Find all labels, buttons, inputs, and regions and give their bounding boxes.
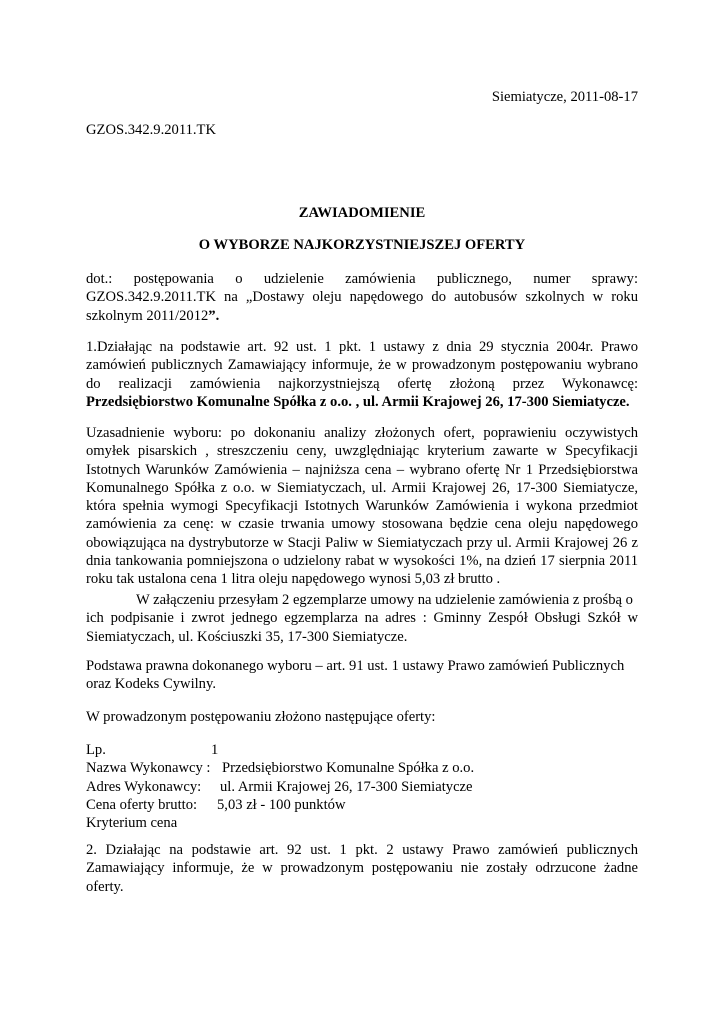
attachment-line: Siemiatyczach, ul. Kościuszki 35, 17-300 Siemiatycze. (86, 628, 408, 645)
reference-number: GZOS.342.9.2011.TK (86, 122, 216, 138)
justification-line: która spełnia wymogi Specyfikacji Istotnych Warunków Zamówienia i wykona przedmiot (86, 498, 638, 515)
section-1-line: 1.Działając na podstawie art. 92 ust. 1 pkt. 1 ustawy z dnia 29 stycznia 2004r. Prawo (86, 339, 638, 355)
lp-value: 1 (211, 742, 219, 758)
document-subtitle: O WYBORZE NAJKORZYSTNIEJSZEJ OFERTY (198, 237, 526, 253)
intro-line (86, 307, 638, 325)
justification-line: zamówienia za cenę: w czasie trwania umowy stosowana będzie cena oleju napędowego (86, 516, 638, 533)
contractor-value: Przedsiębiorstwo Komunalne Spółka z o.o. (222, 760, 475, 777)
document-title: ZAWIADOMIENIE (298, 205, 426, 221)
intro-paragraph (86, 270, 638, 325)
lp-label: Lp. (86, 742, 106, 758)
offer-address-row (86, 778, 638, 796)
offer-price-row (86, 796, 638, 814)
section-1-line: zamówień publicznych Zamawiający informuje, że w prowadzonym postępowaniu wybrano (86, 357, 638, 374)
legal-basis-line: oraz Kodeks Cywilny. (86, 676, 216, 693)
offer-lp-row (86, 741, 638, 759)
contractor-label: Nazwa Wykonawcy : (86, 760, 211, 777)
place-date: Siemiatycze, 2011-08-17 (491, 89, 638, 105)
intro-line: GZOS.342.9.2011.TK na „Dostawy oleju napędowego do autobusów szkolnych w roku (86, 289, 638, 306)
selected-contractor: Przedsiębiorstwo Komunalne Spółka z o.o. , ul. Armii Krajowej 26, 17-300 Siemiatycze. (86, 393, 630, 410)
intro-year-text: szkolnym 2011/2012 (86, 307, 209, 324)
price-label: Cena oferty brutto: (86, 796, 198, 813)
offers-list (86, 741, 638, 832)
intro-line: dot.: postępowania o udzielenie zamówienia publicznego, numer sprawy: (86, 271, 638, 287)
justification-line: Uzasadnienie wyboru: po dokonaniu analizy złożonych ofert, poprawieniu oczywistych (86, 425, 638, 441)
address-label: Adres Wykonawcy: (86, 778, 202, 795)
attachment-line: W załączeniu przesyłam 2 egzemplarze umowy na udzielenie zamówienia z prośbą o (136, 592, 633, 608)
justification-line: roku tak ustalona cena 1 litra oleju napędowego wynosi 5,03 zł brutto . (86, 571, 501, 588)
justification-line: obowiązująca na dystrybutorze w Stacji Paliw w Siemiatyczach przy ul. Armii Krajowej 26 z (86, 534, 638, 551)
justification-line: Komunalnego Spółka z o.o. w Siemiatyczach, ul. Armii Krajowej 26, 17-300 Siemiatycze, (86, 479, 638, 496)
section-2-paragraph (86, 841, 638, 896)
price-value: 5,03 zł - 100 punktów (217, 796, 346, 813)
section-2-line: 2. Działając na podstawie art. 92 ust. 1 pkt. 2 ustawy Prawo zamówień publicznych (86, 842, 638, 858)
intro-closing-quote: ”. (208, 307, 220, 324)
offer-contractor-row (86, 759, 638, 777)
section-1-paragraph (86, 338, 638, 411)
justification-line: dnia tankowania pomniejszona o udzielony rabat w wysokości 1%, na dzień 17 sierpnia 2011 (86, 553, 638, 570)
legal-basis-line: Podstawa prawna dokonanego wyboru – art. 91 ust. 1 ustawy Prawo zamówień Publicznych (86, 658, 625, 674)
attachment-line: ich podpisanie i zwrot jednego egzemplarza na adres : Gminny Zespół Obsługi Szkół w (86, 610, 638, 627)
section-1-line: do realizacji zamówienia najkorzystniejszą ofertę złożoną przez Wykonawcę: (86, 375, 638, 392)
section-2-line: oferty. (86, 878, 124, 895)
attachment-paragraph (86, 591, 638, 646)
offers-heading: W prowadzonym postępowaniu złożono następujące oferty: (86, 709, 436, 725)
section-2-line: Zamawiający informuje, że w prowadzonym postępowaniu nie zostały odrzucone żadne (86, 860, 638, 877)
offer-criterion-row: Kryterium cena (86, 815, 178, 832)
justification-paragraph (86, 424, 638, 589)
justification-line: Istotnych Warunków Zamówienia – najniższa cena – wybrano ofertę Nr 1 Przedsiębiorstwa (86, 461, 638, 478)
legal-basis-paragraph (86, 657, 638, 694)
justification-line: omyłek pisarskich , streszczeniu ceny, uwzględniając kryterium zawarte w Specyfikacji (86, 443, 638, 460)
address-value: ul. Armii Krajowej 26, 17-300 Siemiatycze (220, 778, 473, 795)
